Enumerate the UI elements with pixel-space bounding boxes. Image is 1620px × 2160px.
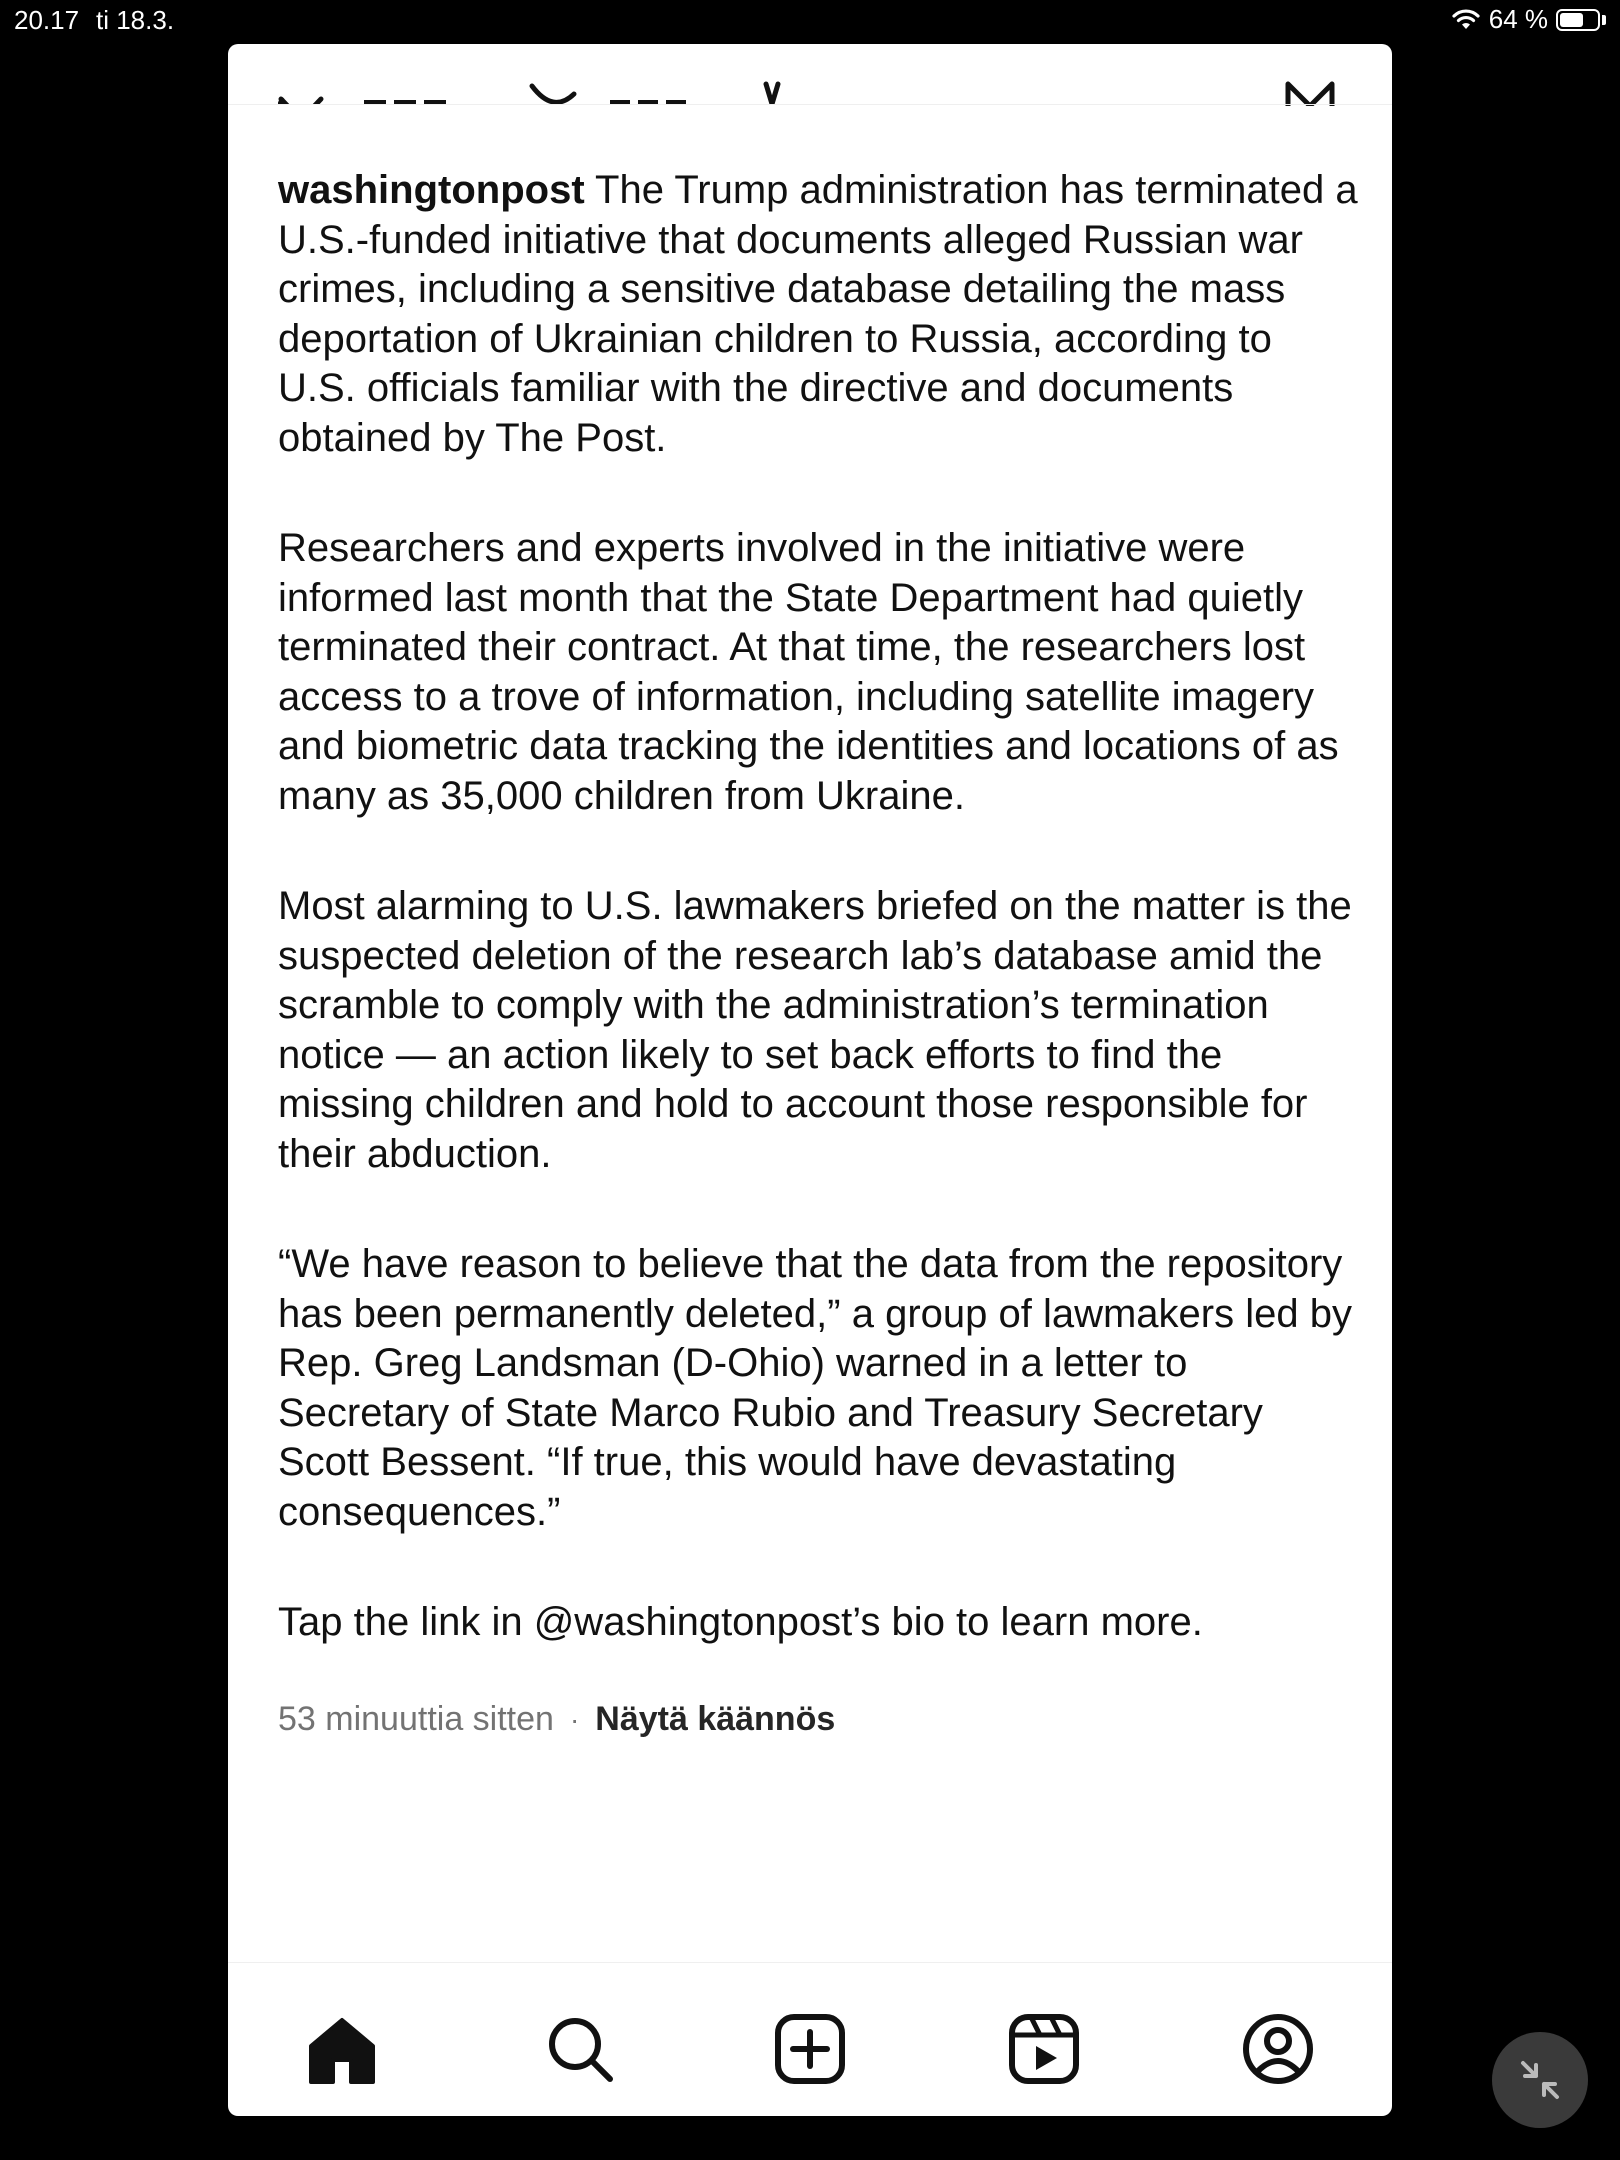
username-link[interactable]: washingtonpost xyxy=(278,168,585,212)
nav-home[interactable] xyxy=(302,2009,382,2089)
meta-separator: · xyxy=(569,1703,580,1735)
status-date: ti 18.3. xyxy=(96,5,175,35)
comment-icon[interactable] xyxy=(528,64,578,106)
post-card xyxy=(228,44,1392,2116)
caption-paragraph: Tap the link in @washingtonpost’s bio to learn more. xyxy=(278,1600,1203,1644)
nav-create[interactable] xyxy=(770,2009,850,2089)
caption-paragraph: Most alarming to U.S. lawmakers briefed on the matter is the suspected deletion of the research lab’s database amid the scramble to comply with the administration’s termination notice — an action likely to set back efforts to find the missing children and hold to account those responsible for their abduction. xyxy=(278,884,1352,1176)
translate-button[interactable]: Näytä käännös xyxy=(595,1699,836,1738)
home-icon xyxy=(305,2012,379,2086)
caption-text: The Trump administration has terminated a U.S.-funded initiative that documents alleged Russian war crimes, including a sensitive database detailing the mass deportation of Ukrainian children to Russia, according to U.S. officials familiar with the directive and documents obtained by The Post. xyxy=(278,168,1358,460)
caption-paragraph xyxy=(278,166,1358,463)
divider xyxy=(228,1962,1392,1963)
battery-tip xyxy=(1602,15,1606,25)
comment-count-fragment xyxy=(610,64,690,104)
profile-icon xyxy=(1241,2012,1315,2086)
post-meta xyxy=(278,1695,1358,1745)
status-bar xyxy=(0,0,1620,40)
nav-profile[interactable] xyxy=(1238,2009,1318,2089)
wifi-icon xyxy=(1451,9,1481,31)
status-indicators xyxy=(1451,4,1606,35)
collapse-icon xyxy=(1515,2055,1565,2105)
bottom-nav xyxy=(228,1964,1392,2116)
collapse-button[interactable] xyxy=(1492,2032,1588,2128)
battery-level xyxy=(1560,13,1583,27)
nav-reels[interactable] xyxy=(1004,2009,1084,2089)
post-caption xyxy=(278,166,1358,1744)
save-icon[interactable] xyxy=(1280,64,1340,106)
post-actions xyxy=(228,44,1392,106)
battery-percent: 64 % xyxy=(1488,4,1548,34)
create-icon xyxy=(773,2012,847,2086)
post-timestamp: 53 minuuttia sitten xyxy=(278,1699,554,1738)
search-icon xyxy=(543,2012,617,2086)
like-count-fragment xyxy=(364,64,464,104)
like-icon[interactable] xyxy=(278,64,324,104)
divider xyxy=(228,104,1392,105)
caption-paragraph: Researchers and experts involved in the initiative were informed last month that the State Department had quietly terminated their contract. At that time, the researchers lost access to a trove of information, including satellite imagery and biometric data tracking the identities and locations of as many as 35,000 children from Ukraine. xyxy=(278,526,1339,818)
share-icon[interactable] xyxy=(758,64,788,104)
caption-paragraph: “We have reason to believe that the data from the repository has been permanently deleted,” a group of lawmakers led by Rep. Greg Landsman (D-Ohio) warned in a letter to Secretary of State Marco Rubio and Treasury Secretary Scott Bessent. “If true, this would have devastating consequences.” xyxy=(278,1242,1352,1534)
status-time: 20.17 xyxy=(14,5,80,35)
battery-icon xyxy=(1556,9,1600,31)
nav-search[interactable] xyxy=(540,2009,620,2089)
reels-icon xyxy=(1007,2012,1081,2086)
